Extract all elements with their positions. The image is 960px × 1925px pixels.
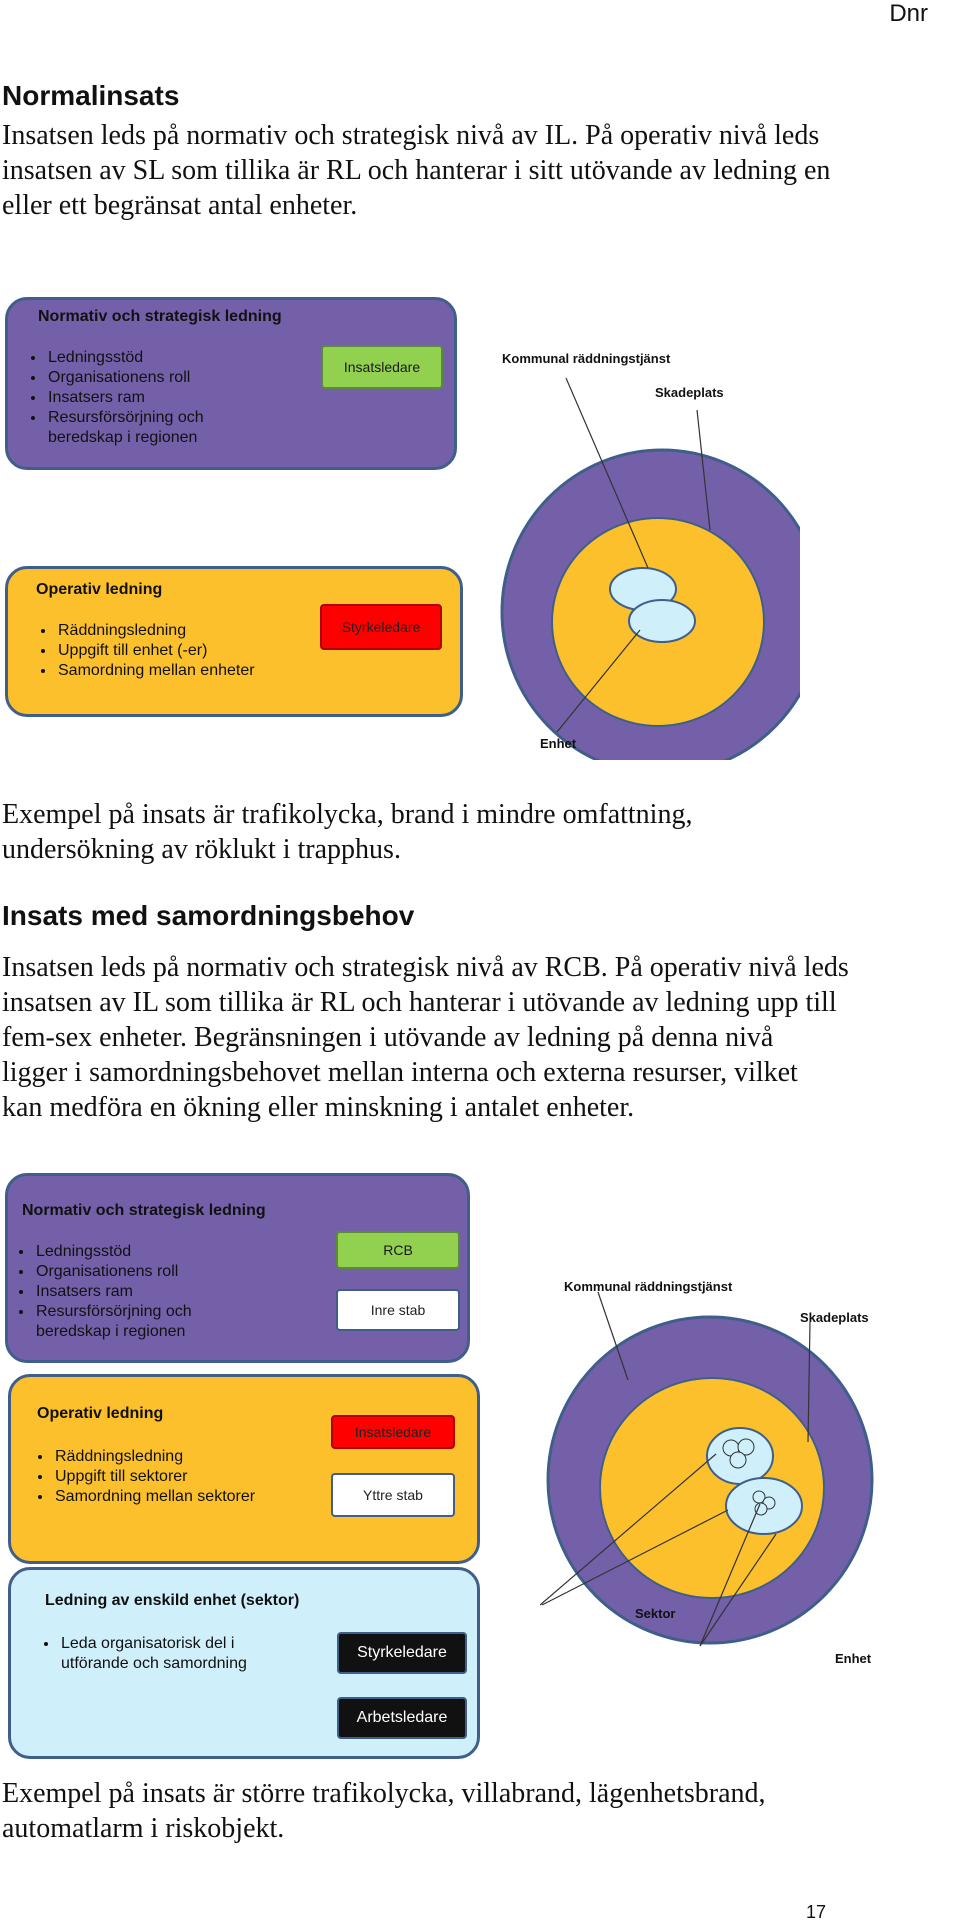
- list-item: • Samordning mellan sektorer: [53, 1487, 255, 1507]
- panel-title: Normativ och strategisk ledning: [22, 1202, 266, 1219]
- body-line: automatlarm i riskobjekt.: [2, 1813, 285, 1844]
- body-line: ligger i samordningsbehovet mellan interna och externa resurser, vilket: [2, 1057, 798, 1088]
- panel-title: Normativ och strategisk ledning: [38, 308, 282, 325]
- list-item: • Räddningsledning: [53, 1447, 255, 1467]
- label-kommunal-raddningstjanst: Kommunal räddningstjänst: [564, 1279, 733, 1294]
- body-line: Exempel på insats är större trafikolycka, villabrand, lägenhetsbrand,: [2, 1778, 766, 1809]
- panel-title: Operativ ledning: [37, 1405, 164, 1422]
- normative-strategic-panel: [5, 297, 457, 470]
- body-line: undersökning av röklukt i trapphus.: [2, 834, 401, 865]
- panel-list: [36, 621, 255, 681]
- page-number: 17: [805, 1902, 826, 1922]
- list-item: • Insatsers ram: [46, 388, 204, 408]
- label-enhet: Enhet: [835, 1651, 872, 1666]
- role-tag-insatsledare: Insatsledare: [331, 1415, 455, 1449]
- label-skadeplats: Skadeplats: [800, 1310, 869, 1325]
- role-tag-styrkeledare: Styrkeledare: [337, 1632, 467, 1674]
- incident-circle-diagram: [480, 340, 800, 760]
- list-item: • Ledningsstöd: [46, 348, 204, 368]
- body-line: fem-sex enheter. Begränsningen i utövande av ledning på denna nivå: [2, 1022, 774, 1053]
- panel-list: [26, 348, 204, 448]
- label-kommunal-raddningstjanst: Kommunal räddningstjänst: [502, 351, 671, 366]
- panel-list: [14, 1242, 192, 1342]
- list-item: • Uppgift till sektorer: [53, 1467, 255, 1487]
- list-item: utförande och samordning: [61, 1655, 247, 1672]
- list-item: • Organisationens roll: [46, 368, 204, 388]
- body-line: kan medföra en ökning eller minskning i antalet enheter.: [2, 1092, 635, 1123]
- incident-circle-diagram: [540, 1270, 880, 1690]
- section2-example: [2, 1776, 952, 1846]
- list-item: • Uppgift till enhet (-er): [56, 641, 255, 661]
- operative-panel: [5, 566, 463, 717]
- role-tag-yttre-stab: Yttre stab: [331, 1473, 455, 1517]
- label-sektor: Sektor: [635, 1606, 676, 1621]
- section1-example: [2, 797, 952, 867]
- list-item: • Leda organisatorisk del i: [59, 1634, 247, 1654]
- operative-panel: [8, 1374, 480, 1564]
- list-item: beredskap i regionen: [48, 429, 198, 446]
- section2-body: [2, 950, 952, 1125]
- sector-panel: [8, 1567, 480, 1759]
- panel-list: [39, 1634, 247, 1674]
- unit-circle: [755, 1503, 767, 1515]
- label-skadeplats: Skadeplats: [655, 385, 724, 400]
- body-line: insatsen av SL som tillika är RL och hanterar i sitt utövande av ledning en: [2, 155, 831, 186]
- list-item: • Resursförsörjning och: [46, 408, 204, 428]
- document-number-label: Dnr: [889, 0, 928, 27]
- panel-title: Operativ ledning: [36, 581, 163, 598]
- unit-circle: [730, 1452, 746, 1468]
- list-item: beredskap i regionen: [36, 1323, 186, 1340]
- role-tag-rcb: RCB: [336, 1231, 460, 1269]
- role-tag-styrkeledare: Styrkeledare: [320, 604, 442, 650]
- role-tag-insatsledare: Insatsledare: [321, 345, 443, 389]
- list-item: • Resursförsörjning och: [34, 1302, 192, 1322]
- label-enhet: Enhet: [540, 736, 577, 751]
- panel-title: Ledning av enskild enhet (sektor): [45, 1592, 300, 1609]
- panel-list: [33, 1447, 255, 1507]
- section-title-normalinsats: Normalinsats: [2, 80, 180, 111]
- section1-body: [2, 118, 952, 223]
- list-item: • Räddningsledning: [56, 621, 255, 641]
- body-line: Insatsen leds på normativ och strategisk nivå av IL. På operativ nivå leds: [2, 120, 820, 151]
- normative-strategic-panel: [5, 1173, 470, 1363]
- list-item: • Ledningsstöd: [34, 1242, 192, 1262]
- body-line: eller ett begränsat antal enheter.: [2, 190, 358, 221]
- list-item: • Insatsers ram: [34, 1282, 192, 1302]
- body-line: Exempel på insats är trafikolycka, brand i mindre omfattning,: [2, 799, 693, 830]
- list-item: • Organisationens roll: [34, 1262, 192, 1282]
- role-tag-inre-stab: Inre stab: [336, 1289, 460, 1331]
- section-title-samordningsbehov: Insats med samordningsbehov: [2, 900, 415, 931]
- list-item: • Samordning mellan enheter: [56, 661, 255, 681]
- unit-circle: [629, 600, 695, 642]
- role-tag-arbetsledare: Arbetsledare: [337, 1697, 467, 1739]
- body-line: insatsen av IL som tillika är RL och hanterar i utövande av ledning upp till: [2, 987, 837, 1018]
- body-line: Insatsen leds på normativ och strategisk nivå av RCB. På operativ nivå leds: [2, 952, 849, 983]
